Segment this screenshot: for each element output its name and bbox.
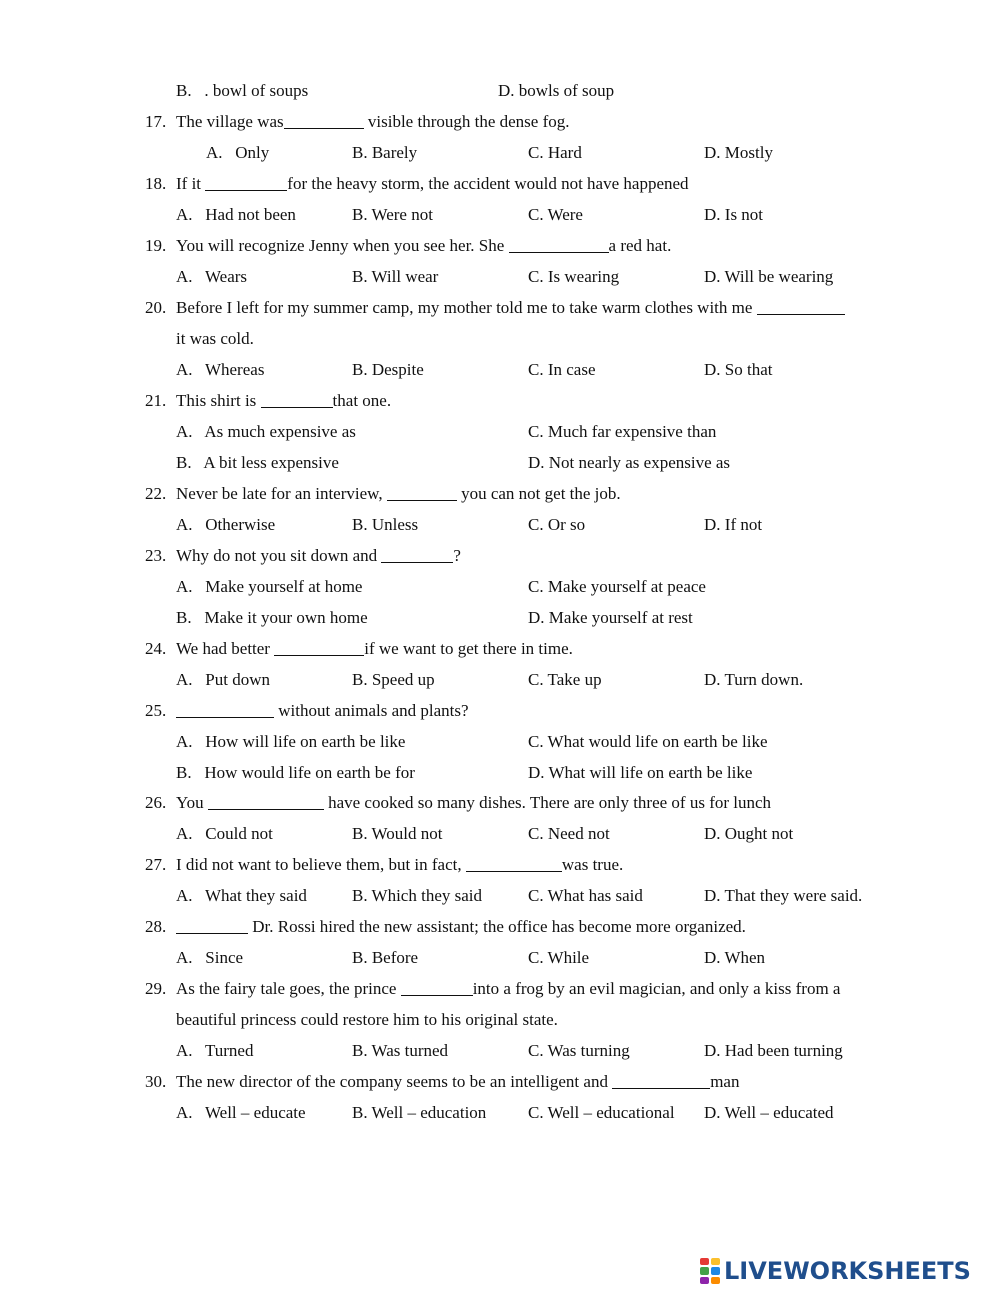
option-b[interactable]: B. Barely [352,143,418,162]
option-c[interactable]: C. Make yourself at peace [528,577,706,596]
question-29-options [0,1039,1000,1063]
question-26 [0,791,1000,815]
logo-block [711,1258,720,1265]
liveworksheets-logo [700,1256,971,1286]
question-29-continued [0,1008,1000,1032]
question-19 [0,234,1000,258]
option-a[interactable]: A. Put down [176,670,270,689]
option-b[interactable]: B. A bit less expensive [176,453,339,472]
question-stem: without animals and plants? [176,699,469,723]
question-number: 17. [145,112,167,131]
question-stem: You have cooked so many dishes. There are only three of us for lunch [176,793,772,812]
question-17-options [0,141,1000,165]
option-a[interactable]: A. Only [206,143,270,162]
option-d[interactable]: D. Ought not [704,824,794,843]
question-20 [0,296,1000,320]
question-number: 30. [145,1072,167,1091]
question-16-options [0,79,1000,103]
option-a[interactable]: A. Turned [176,1041,254,1060]
answer-blank[interactable] [176,700,274,718]
question-stem: Never be late for an interview, you can not get the job. [176,484,621,503]
question-22 [0,482,1000,506]
option-d[interactable]: D. Turn down. [704,670,804,689]
option-d[interactable]: D. When [704,948,766,967]
logo-block [700,1258,709,1265]
question-number: 28. [145,917,167,936]
option-a[interactable]: A. Well – educate [176,1103,306,1122]
question-number: 29. [145,979,167,998]
question-number: 23. [145,546,167,565]
question-18 [0,172,1000,196]
question-28-options [0,946,1000,970]
option-a[interactable]: A. How will life on earth be like [176,732,406,751]
question-stem: The village was visible through the dense fog. [176,112,570,131]
option-b[interactable]: B. Would not [352,824,443,843]
option-d[interactable]: D. Will be wearing [704,267,834,286]
question-stem-continued: beautiful princess could restore him to his original state. [176,1010,558,1029]
question-number: 20. [145,298,167,317]
question-21 [0,389,1000,413]
answer-blank[interactable] [757,297,845,315]
option-a[interactable]: A. Otherwise [176,515,276,534]
question-stem-continued: it was cold. [176,329,254,348]
question-stem: We had better if we want to get there in time. [176,639,573,658]
question-stem: As the fairy tale goes, the prince into a frog by an evil magician, and only a kiss from a [176,979,841,998]
option-b[interactable]: B. Well – education [352,1103,487,1122]
option-a[interactable]: A. Had not been [176,205,296,224]
option-c[interactable]: C. Hard [528,143,582,162]
option-d[interactable]: D. That they were said. [704,886,863,905]
option-c[interactable]: C. Well – educational [528,1103,675,1122]
answer-blank[interactable] [401,978,473,996]
option-d[interactable]: D. Mostly [704,143,773,162]
question-17 [0,110,1000,134]
option-c[interactable]: C. Take up [528,670,602,689]
answer-blank[interactable] [208,792,324,810]
question-number: 22. [145,484,167,503]
question-29 [0,977,1000,1001]
question-25 [0,699,1000,723]
question-number: 21. [145,391,167,410]
question-stem: I did not want to believe them, but in fact, was true. [176,855,624,874]
option-d[interactable]: D. What will life on earth be like [528,763,753,782]
option-c[interactable]: C. What has said [528,886,643,905]
question-25-options-row1 [0,730,1000,754]
option-c[interactable]: C. What would life on earth be like [528,732,768,751]
answer-blank[interactable] [381,545,453,563]
option-c[interactable]: C. Was turning [528,1041,630,1060]
option-c[interactable]: C. Much far expensive than [528,422,717,441]
question-27-options [0,884,1000,908]
question-26-options [0,822,1000,846]
logo-block [700,1267,709,1274]
question-21-options-row2 [0,451,1000,475]
question-number: 27. [145,855,167,874]
option-c[interactable]: C. Or so [528,515,586,534]
option-b[interactable]: B. Make it your own home [176,608,368,627]
question-stem: Why do not you sit down and ? [176,546,461,565]
question-30-options [0,1101,1000,1125]
question-24-options [0,668,1000,692]
option-16-b: B. . bowl of soups [176,81,309,100]
option-b[interactable]: B. Before [352,948,419,967]
question-28 [0,915,1000,939]
option-c[interactable]: C. Need not [528,824,610,843]
question-30 [0,1070,1000,1094]
logo-text: LIVEWORKSHEETS [724,1257,971,1285]
logo-block [700,1277,709,1284]
option-a[interactable]: A. Since [176,948,244,967]
option-a[interactable]: A. Make yourself at home [176,577,363,596]
option-a[interactable]: A. Wears [176,267,248,286]
option-b[interactable]: B. Speed up [352,670,435,689]
question-19-options [0,265,1000,289]
question-20-continued [0,327,1000,351]
question-24 [0,637,1000,661]
option-c[interactable]: C. In case [528,360,596,379]
question-22-options [0,513,1000,537]
question-20-options [0,358,1000,382]
logo-block [711,1277,720,1284]
question-stem: Dr. Rossi hired the new assistant; the office has become more organized. [176,915,746,939]
option-b[interactable]: B. Despite [352,360,424,379]
question-23 [0,544,1000,568]
option-c[interactable]: C. Were [528,205,583,224]
answer-blank[interactable] [284,111,364,129]
answer-blank[interactable] [205,173,287,191]
answer-blank[interactable] [387,483,457,501]
option-d[interactable]: D. Not nearly as expensive as [528,453,731,472]
question-stem: This shirt is that one. [176,391,392,410]
option-c[interactable]: C. While [528,948,590,967]
option-b[interactable]: B. Was turned [352,1041,449,1060]
question-number: 19. [145,236,167,255]
question-stem: You will recognize Jenny when you see her. She a red hat. [176,236,672,255]
option-d[interactable]: D. Make yourself at rest [528,608,693,627]
question-25-options-row2 [0,761,1000,785]
question-number: 18. [145,174,167,193]
question-27 [0,853,1000,877]
answer-blank[interactable] [509,235,609,253]
answer-blank[interactable] [466,854,562,872]
question-number: 24. [145,639,167,658]
option-a[interactable]: A. Whereas [176,360,265,379]
question-stem: Before I left for my summer camp, my mother told me to take warm clothes with me [176,296,845,320]
question-stem: The new director of the company seems to be an intelligent and man [176,1072,740,1091]
option-16-d: D. bowls of soup [498,81,615,100]
option-b[interactable]: B. Which they said [352,886,482,905]
option-d[interactable]: D. Well – educated [704,1103,834,1122]
option-b[interactable]: B. Will wear [352,267,439,286]
option-c[interactable]: C. Is wearing [528,267,620,286]
answer-blank[interactable] [261,390,333,408]
option-b[interactable]: B. How would life on earth be for [176,763,415,782]
question-23-options-row1 [0,575,1000,599]
answer-blank[interactable] [274,638,364,656]
option-d[interactable]: D. Is not [704,205,764,224]
option-d[interactable]: D. So that [704,360,773,379]
question-number: 26. [145,793,167,812]
option-a[interactable]: A. As much expensive as [176,422,356,441]
option-b[interactable]: B. Unless [352,515,419,534]
option-d[interactable]: D. Had been turning [704,1041,843,1060]
question-23-options-row2 [0,606,1000,630]
option-a[interactable]: A. What they said [176,886,307,905]
answer-blank[interactable] [176,916,248,934]
question-stem: If it for the heavy storm, the accident would not have happened [176,174,689,193]
logo-blocks-icon [700,1258,720,1284]
question-number: 25. [145,701,167,720]
option-a[interactable]: A. Could not [176,824,273,843]
question-18-options [0,203,1000,227]
option-d[interactable]: D. If not [704,515,763,534]
answer-blank[interactable] [612,1071,710,1089]
option-b[interactable]: B. Were not [352,205,433,224]
logo-block [711,1267,720,1274]
question-21-options-row1 [0,420,1000,444]
